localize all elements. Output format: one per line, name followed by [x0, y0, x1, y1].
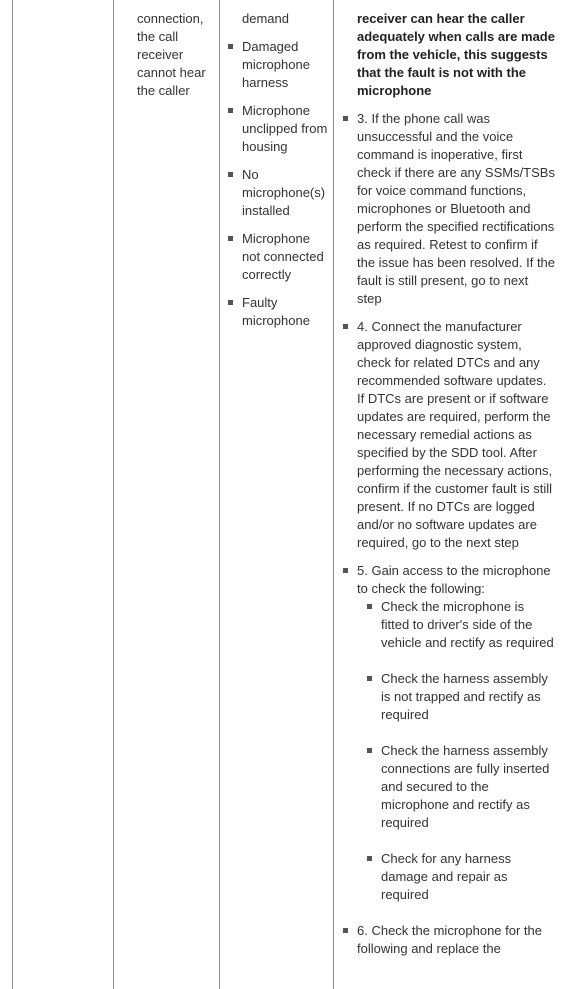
action-step-6-text: 6. Check the microphone for the following and replace the	[357, 923, 542, 956]
cause-item: Faulty microphone	[224, 294, 330, 330]
cause-item: Microphone unclipped from housing	[224, 102, 330, 156]
step-5-check-item: Check the harness assembly connections are fully inserted and secured to the microphone and rectify as required	[357, 742, 555, 832]
table-border-left	[12, 0, 13, 989]
possible-causes-cell	[224, 10, 330, 340]
action-step-5-text: 5. Gain access to the microphone to check the following:	[357, 563, 551, 596]
column-divider-1	[113, 0, 114, 989]
column-divider-2	[219, 0, 220, 989]
symptom-text: connection, the call receiver cannot hear the caller	[137, 11, 206, 98]
action-cell	[343, 10, 555, 968]
cause-item: No microphone(s) installed	[224, 166, 330, 220]
action-step-3	[343, 110, 555, 308]
cause-item: Damaged microphone harness	[224, 38, 330, 92]
action-continued-note: receiver can hear the caller adequately when calls are made from the vehicle, this suggests that the fault is not with the microphone	[357, 11, 555, 98]
cause-item: Microphone not connected correctly	[224, 230, 330, 284]
column-divider-3	[333, 0, 334, 989]
symptom-cell	[137, 10, 215, 100]
possible-causes-list	[224, 10, 330, 330]
action-step-4	[343, 318, 555, 552]
action-step-4-text: 4. Connect the manufacturer approved diagnostic system, check for related DTCs and any recommended software updates. If DTCs are present or if software updates are required, perform the necessary remedial actions as specified by the SDD tool. After performing the necessary actions, confirm if the customer fault is still present. If no DTCs are logged and/or no software updates are required, go to the next step	[357, 319, 553, 550]
step-5-check-item: Check the harness assembly is not trapped and rectify as required	[357, 670, 555, 724]
action-step-5	[343, 562, 555, 904]
action-step-3-text: 3. If the phone call was unsuccessful and the voice command is inoperative, first check if there are any SSMs/TSBs for voice command functions, microphones or Bluetooth and perform the specified rectifications as required. Retest to confirm if the issue has been resolved. If the fault is still present, go to next step	[357, 111, 556, 306]
action-steps-list	[343, 10, 555, 958]
action-step-6	[343, 922, 555, 958]
step-5-checks-list	[357, 598, 555, 904]
step-5-check-item: Check the microphone is fitted to driver's side of the vehicle and rectify as required	[357, 598, 555, 652]
cause-continued: demand	[242, 11, 289, 26]
step-5-check-item: Check for any harness damage and repair as required	[357, 850, 555, 904]
